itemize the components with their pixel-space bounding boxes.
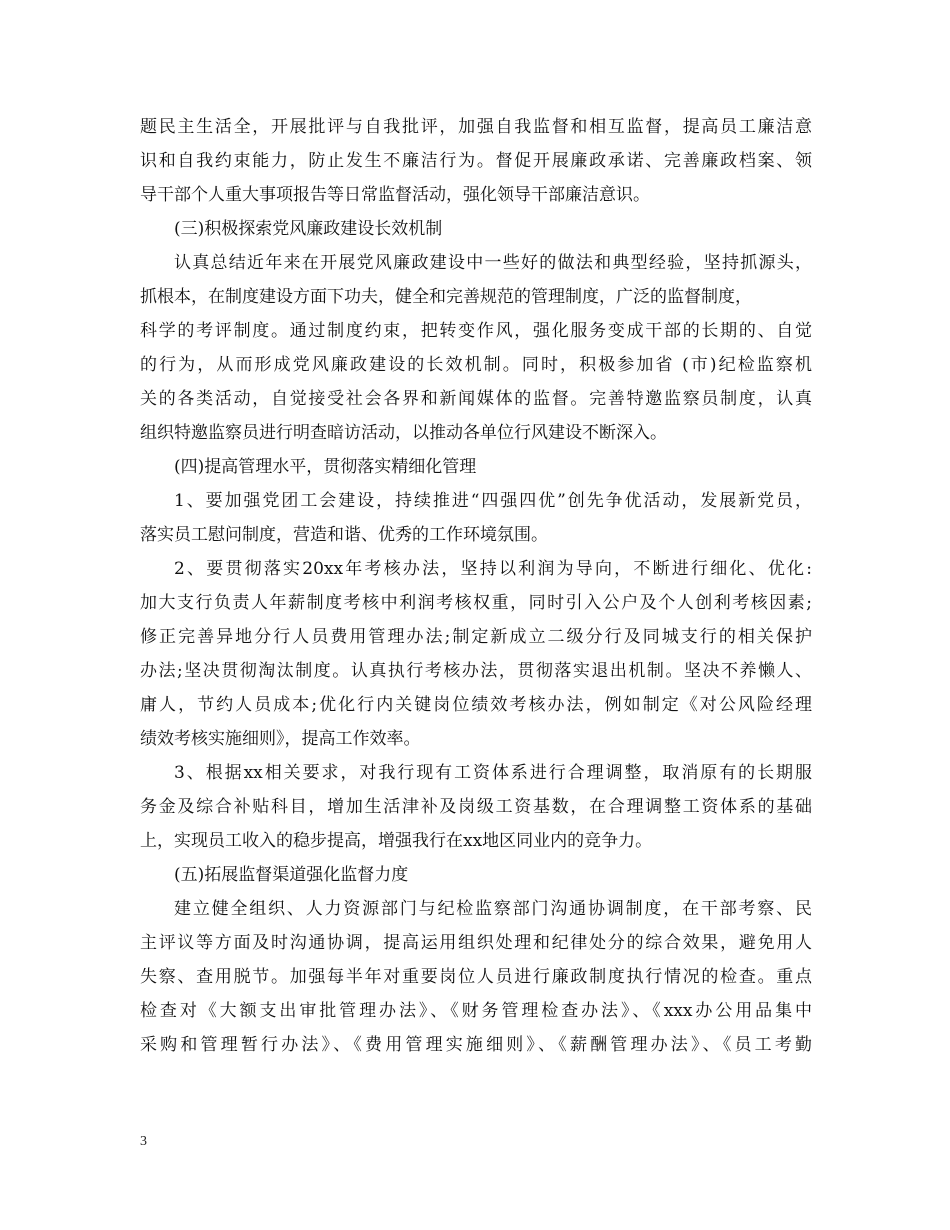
text-line: (五)拓展监督渠道强化监督力度	[174, 865, 409, 885]
text-line: (三)积极探索党风廉政建设长效机制	[174, 219, 443, 239]
text-line: (四)提高管理水平，贯彻落实精细化管理	[174, 457, 477, 477]
text-line: 的行为，从而形成党风廉政建设的长效机制。同时，积极参加省 (市)纪检监察机	[140, 355, 812, 375]
text-line: 认真总结近年来在开展党风廉政建设中一些好的做法和典型经验，坚持抓源头，	[174, 253, 812, 273]
text-line: 庸人，节约人员成本;优化行内关键岗位绩效考核办法，例如制定《对公风险经理	[140, 695, 812, 715]
text-line: 加大支行负责人年薪制度考核中利润考核权重，同时引入公户及个人创利考核因素;	[140, 593, 812, 613]
text-line: 关的各类活动，自觉接受社会各界和新闻媒体的监督。完善特邀监察员制度，认真	[140, 389, 812, 409]
page-number: 3	[140, 1134, 147, 1149]
text-line: 导干部个人重大事项报告等日常监督活动，强化领导干部廉洁意识。	[140, 185, 650, 205]
text-line: 主评议等方面及时沟通协调，提高运用组织处理和纪律处分的综合效果，避免用人	[140, 933, 812, 953]
text-line: 识和自我约束能力，防止发生不廉洁行为。督促开展廉政承诺、完善廉政档案、领	[140, 151, 812, 171]
text-line: 采购和管理暂行办法》、《费用管理实施细则》、《薪酬管理办法》、《员工考勤	[140, 1035, 812, 1055]
text-line: 组织特邀监察员进行明查暗访活动，以推动各单位行风建设不断深入。	[140, 423, 667, 443]
text-line: 科学的考评制度。通过制度约束，把转变作风，强化服务变成干部的长期的、自觉	[140, 321, 812, 341]
text-line: 办法;坚决贯彻淘汰制度。认真执行考核办法，贯彻落实退出机制。坚决不养懒人、	[140, 661, 812, 681]
text-line: 绩效考核实施细则》，提高工作效率。	[140, 729, 421, 749]
text-line: 检查对《大额支出审批管理办法》、《财务管理检查办法》、《xxx办公用品集中	[140, 1001, 812, 1021]
text-line: 失察、查用脱节。加强每半年对重要岗位人员进行廉政制度执行情况的检查。重点	[140, 967, 812, 987]
document-body	[140, 110, 812, 1062]
text-line: 抓根本，在制度建设方面下功夫，健全和完善规范的管理制度，广泛的监督制度，	[140, 287, 752, 307]
text-line: 修正完善异地分行人员费用管理办法;制定新成立二级分行及同城支行的相关保护	[140, 627, 812, 647]
text-line: 2、要贯彻落实20xx年考核办法，坚持以利润为导向，不断进行细化、优化:	[174, 559, 812, 579]
text-line: 题民主生活全，开展批评与自我批评，加强自我监督和相互监督，提高员工廉洁意	[140, 117, 812, 137]
text-line: 落实员工慰问制度，营造和谐、优秀的工作环境氛围。	[140, 525, 548, 545]
text-line: 建立健全组织、人力资源部门与纪检监察部门沟通协调制度，在干部考察、民	[174, 899, 812, 919]
text-line: 1、要加强党团工会建设，持续推进“四强四优”创先争优活动，发展新党员，	[174, 491, 812, 511]
text-line: 上，实现员工收入的稳步提高，增强我行在xx地区同业内的竞争力。	[140, 831, 653, 851]
text-line: 务金及综合补贴科目，增加生活津补及岗级工资基数，在合理调整工资体系的基础	[140, 797, 812, 817]
text-line: 3、根据xx相关要求，对我行现有工资体系进行合理调整，取消原有的长期服	[174, 763, 812, 783]
